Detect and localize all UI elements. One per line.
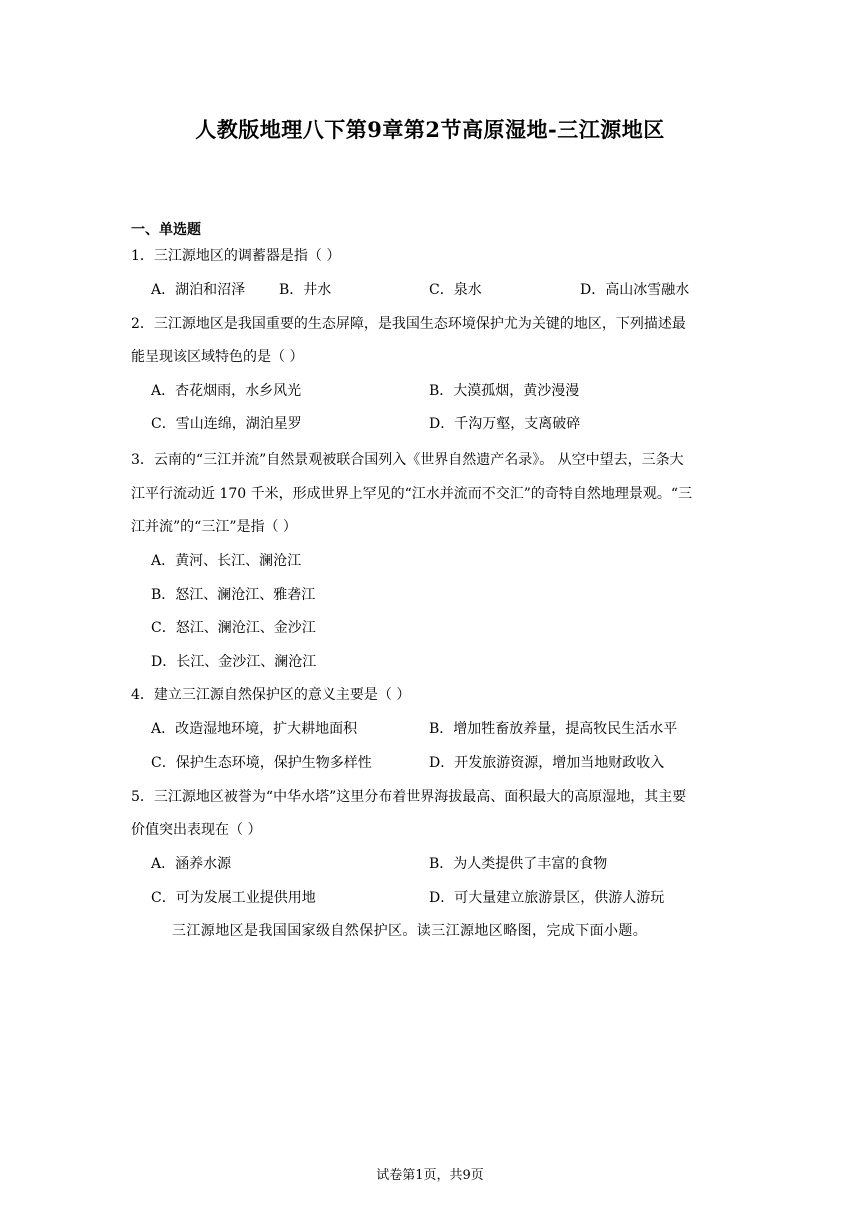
reading-instruction: 三江源地区是我国国家级自然保护区。读三江源地区略图，完成下面小题。 [172, 923, 648, 939]
question-1-option-b[interactable]: B．井水 [279, 282, 332, 298]
question-2-option-d[interactable]: D．千沟万壑，支离破碎 [429, 416, 581, 432]
question-1-option-c[interactable]: C．泉水 [429, 282, 482, 298]
question-3-stem-line-1: 3．云南的“三江并流”自然景观被联合国列入《世界自然遗产名录》。 从空中望去，三条大 [131, 452, 684, 468]
question-1-option-a[interactable]: A．湖泊和沼泽 [151, 282, 246, 298]
question-4-option-d[interactable]: D．开发旅游资源，增加当地财政收入 [429, 755, 665, 771]
question-2-option-b[interactable]: B．大漠孤烟，黄沙漫漫 [429, 383, 580, 399]
page-title: 人教版地理八下第9章第2节高原湿地-三江源地区 [195, 117, 665, 142]
question-5-option-a[interactable]: A．涵养水源 [151, 856, 232, 872]
question-3-option-a[interactable]: A．黄河、长江、澜沧江 [151, 553, 302, 569]
question-4-option-b[interactable]: B．增加牲畜放养量，提高牧民生活水平 [429, 721, 678, 737]
question-4-option-a[interactable]: A．改造湿地环境，扩大耕地面积 [151, 721, 358, 737]
question-3-option-b[interactable]: B．怒江、澜沧江、雅砻江 [151, 587, 316, 603]
page-footer: 试卷第1页，共9页 [376, 1168, 484, 1183]
question-5-option-b[interactable]: B．为人类提供了丰富的食物 [429, 856, 608, 872]
question-5-stem-line-2: 价值突出表现在（ ） [131, 822, 262, 838]
question-3-stem-line-2: 江平行流动近 170 千米，形成世界上罕见的“江水并流而不交汇”的奇特自然地理景观。“三 [131, 486, 693, 502]
section-heading: 一、单选题 [131, 222, 201, 238]
question-5-option-d[interactable]: D．可大量建立旅游景区，供游人游玩 [429, 890, 665, 906]
question-3-stem-line-3: 江并流”的“三江”是指（ ） [131, 519, 297, 535]
question-3-option-c[interactable]: C．怒江、澜沧江、金沙江 [151, 620, 316, 636]
question-2-option-c[interactable]: C．雪山连绵，湖泊星罗 [151, 416, 302, 432]
question-1-option-d[interactable]: D．高山冰雪融水 [580, 282, 690, 298]
question-5-stem-line-1: 5．三江源地区被誉为“中华水塔”这里分布着世界海拔最高、面积最大的高原湿地，其主要 [131, 789, 687, 805]
question-1-stem: 1．三江源地区的调蓄器是指（ ） [131, 248, 341, 264]
question-4-option-c[interactable]: C．保护生态环境，保护生物多样性 [151, 755, 372, 771]
question-5-option-c[interactable]: C．可为发展工业提供用地 [151, 890, 316, 906]
question-2-stem-line-1: 2．三江源地区是我国重要的生态屏障，是我国生态环境保护尤为关键的地区，下列描述最 [131, 316, 686, 332]
question-2-option-a[interactable]: A．杏花烟雨，水乡风光 [151, 383, 302, 399]
question-4-stem: 4．建立三江源自然保护区的意义主要是（ ） [131, 687, 411, 703]
question-3-option-d[interactable]: D．长江、金沙江、澜沧江 [151, 654, 317, 670]
question-2-stem-line-2: 能呈现该区域特色的是（ ） [131, 349, 304, 365]
